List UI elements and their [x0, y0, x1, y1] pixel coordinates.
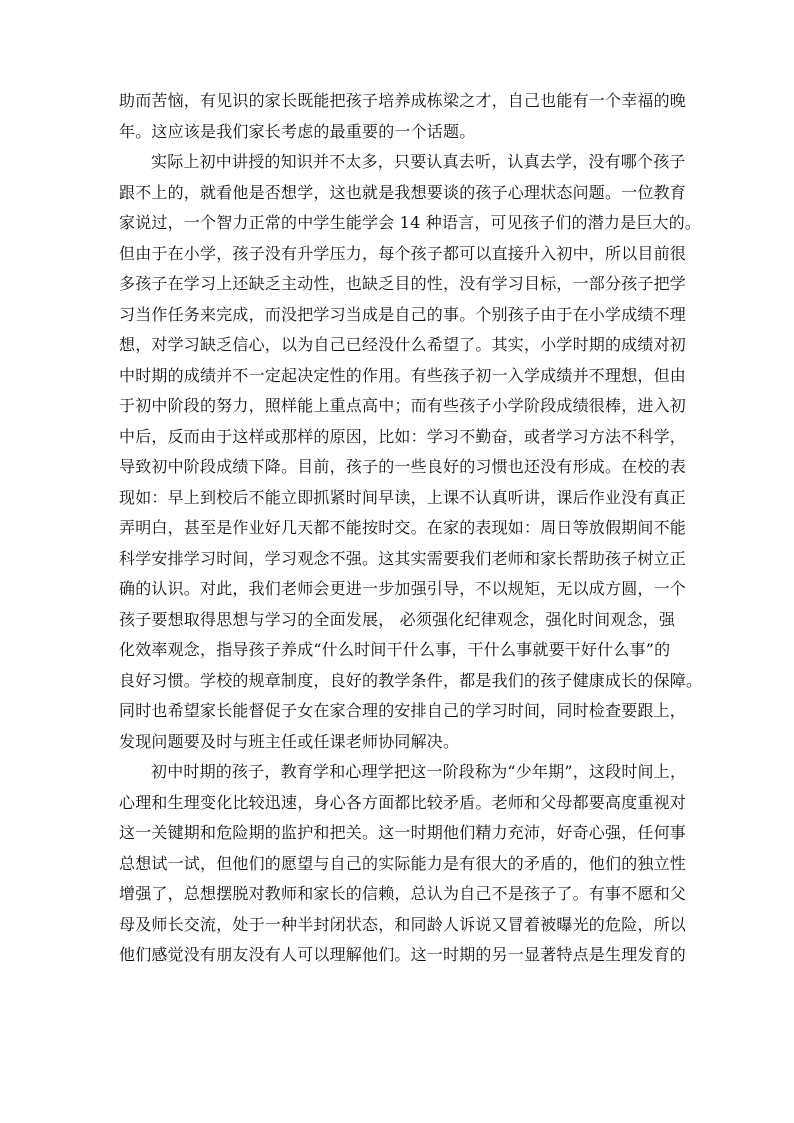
text-line: 良好习惯。学校的规章制度，良好的教学条件，都是我们的孩子健康成长的保障。: [119, 670, 703, 690]
text-line: 中时期的成绩并不一定起决定性的作用。有些孩子初一入学成绩并不理想，但由: [119, 365, 687, 385]
text-line: 家说过，一个智力正常的中学生能学会 14 种语言，可见孩子们的潜力是巨大的。: [119, 213, 702, 232]
text-line: 发现问题要及时与班主任或任课老师协同解决。: [119, 731, 460, 751]
text-line: 增强了，总想摆脱对教师和家长的信赖，总认为自己不是孩子了。有事不愿和父: [119, 884, 687, 903]
text-line: 导致初中阶段成绩下降。目前，孩子的一些良好的习惯也还没有形成。在校的表: [119, 457, 687, 476]
text-line: 这一关键期和危险期的监护和把关。这一时期他们精力充沛，好奇心强，任何事: [119, 823, 687, 842]
text-line: 科学安排学习时间，学习观念不强。这其实需要我们老师和家长帮助孩子树立正: [119, 548, 687, 568]
paragraph-2: [119, 147, 703, 757]
text-line: 同时也希望家长能督促子女在家合理的安排自己的学习时间，同时检查要跟上，: [119, 701, 687, 720]
text-line: 孩子要想取得思想与学习的全面发展， 必须强化纪律观念，强化时间观念，强: [119, 609, 676, 629]
text-line: 助而苦恼，有见识的家长既能把孩子培养成栋梁之才，自己也能有一个幸福的晚: [119, 91, 687, 110]
text-line: 确的认识。对此，我们老师会更进一步加强引导，不以规矩，无以成方圆，一个: [119, 579, 687, 598]
text-line: 心理和生理变化比较迅速，身心各方面都比较矛盾。老师和父母都要高度重视对: [119, 792, 687, 812]
text-line: 于初中阶段的努力，照样能上重点高中；而有些孩子小学阶段成绩很棒，进入初: [119, 396, 687, 415]
text-line: 年。这应该是我们家长考虑的最重要的一个话题。: [119, 121, 476, 141]
text-line: 但由于在小学，孩子没有升学压力，每个孩子都可以直接升入初中，所以目前很: [119, 243, 687, 263]
text-line: 他们感觉没有朋友没有人可以理解他们。这一时期的另一显著特点是生理发育的: [119, 945, 687, 964]
text-line: 多孩子在学习上还缺乏主动性，也缺乏目的性，没有学习目标，一部分孩子把学: [119, 274, 687, 293]
text-line: 总想试一试，但他们的愿望与自己的实际能力是有很大的矛盾的，他们的独立性: [119, 853, 687, 873]
body-text: [119, 86, 703, 971]
text-line: 初中时期的孩子，教育学和心理学把这一阶段称为“少年期”，这段时间上，: [151, 762, 687, 781]
paragraph-3: [119, 757, 687, 971]
text-line: 现如：早上到校后不能立即抓紧时间早读，上课不认真听讲，课后作业没有真正: [119, 487, 687, 507]
text-line: 母及师长交流，处于一种半封闭状态，和同龄人诉说又冒着被曝光的危险，所以: [119, 914, 687, 934]
text-line: 中后，反而由于这样或那样的原因，比如：学习不勤奋，或者学习方法不科学，: [119, 426, 687, 446]
text-line: 实际上初中讲授的知识并不太多，只要认真去听，认真去学，没有哪个孩子: [151, 152, 686, 171]
text-line: 习当作任务来完成，而没把学习当成是自己的事。个别孩子由于在小学成绩不理: [119, 304, 687, 324]
text-line: 跟不上的，就看他是否想学，这也就是我想要谈的孩子心理状态问题。一位教育: [119, 182, 687, 202]
text-line: 弄明白，甚至是作业好几天都不能按时交。在家的表现如：周日等放假期间不能: [119, 518, 687, 537]
text-line: 想，对学习缺乏信心，以为自己已经没什么希望了。其实，小学时期的成绩对初: [119, 335, 687, 354]
text-line: 化效率观念，指导孩子养成“什么时间干什么事，干什么事就要干好什么事”的: [119, 640, 671, 659]
paragraph-1: [119, 86, 687, 147]
